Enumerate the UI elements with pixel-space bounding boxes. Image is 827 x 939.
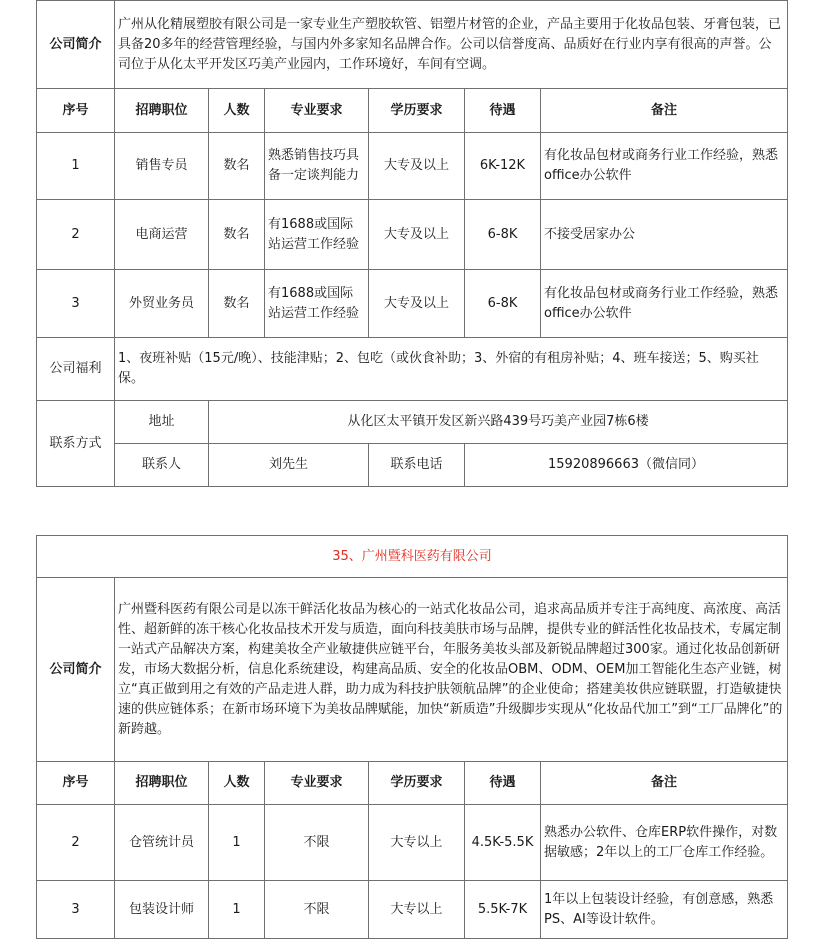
company-table-2 [36, 535, 788, 939]
header-pay: 待遇 [465, 89, 541, 133]
person-label: 联系人 [115, 444, 209, 487]
job-pay: 5.5K-7K [465, 881, 541, 939]
address-label: 地址 [115, 401, 209, 444]
address-value: 从化区太平镇开发区新兴路439号巧美产业园7栋6楼 [209, 401, 788, 444]
job-note: 不接受居家办公 [541, 200, 788, 270]
header-major: 专业要求 [265, 89, 369, 133]
job-major: 熟悉销售技巧具备一定谈判能力 [265, 133, 369, 200]
company-title-row [37, 536, 788, 578]
header-count: 人数 [209, 762, 265, 805]
header-no: 序号 [37, 89, 115, 133]
job-major: 有1688或国际站运营工作经验 [265, 200, 369, 270]
header-note: 备注 [541, 762, 788, 805]
job-count: 数名 [209, 133, 265, 200]
job-major: 不限 [265, 881, 369, 939]
intro-label: 公司简介 [37, 578, 115, 762]
benefits-text: 1、夜班补贴（15元/晚）、技能津贴；2、包吃（或伙食补助；3、外宿的有租房补贴；4、班车接送；5、购买社保。 [115, 338, 788, 401]
header-count: 人数 [209, 89, 265, 133]
job-education: 大专以上 [369, 805, 465, 881]
job-count: 1 [209, 881, 265, 939]
job-count: 1 [209, 805, 265, 881]
job-education: 大专及以上 [369, 270, 465, 338]
phone-value: 15920896663（微信同） [465, 444, 788, 487]
phone-label: 联系电话 [369, 444, 465, 487]
job-count: 数名 [209, 200, 265, 270]
header-major: 专业要求 [265, 762, 369, 805]
job-pay: 4.5K-5.5K [465, 805, 541, 881]
header-position: 招聘职位 [115, 762, 209, 805]
job-pay: 6K-12K [465, 133, 541, 200]
job-pay: 6-8K [465, 270, 541, 338]
job-education: 大专及以上 [369, 133, 465, 200]
header-no: 序号 [37, 762, 115, 805]
benefits-row [37, 338, 788, 401]
job-no: 2 [37, 200, 115, 270]
company-intro: 广州暨科医药有限公司是以冻干鲜活化妆品为核心的一站式化妆品公司，追求高品质并专注于高纯度、高浓度、高活性、超新鲜的冻干核心化妆品技术开发与质造，面向科技美肤市场与品牌，提供专业的鲜活性化妆品技术，专属定制一站式产品解决方案，构建美妆全产业敏捷供应链平台，年服务美妆头部及新锐品牌超过300家。通过化妆品创新研发，市场大数据分析，信息化系统建设，构建高品质、安全的化妆品OBM、ODM、OEM加工智能化生态产业链，树立“真正做到用之有效的产品走进人群，助力成为科技护肤领航品牌”的企业使命；搭建美妆供应链联盟，打造敏捷快速的供应链体系；在新市场环境下为美妆品牌赋能，加快“新质造”升级脚步实现从“化妆品代加工”到“工厂品牌化”的新跨越。 [115, 578, 788, 762]
job-major: 不限 [265, 805, 369, 881]
job-row [37, 805, 788, 881]
header-note: 备注 [541, 89, 788, 133]
job-note: 1年以上包装设计经验，有创意感，熟悉PS、AI等设计软件。 [541, 881, 788, 939]
job-position: 外贸业务员 [115, 270, 209, 338]
address-row [37, 401, 788, 444]
intro-row [37, 578, 788, 762]
job-position: 仓管统计员 [115, 805, 209, 881]
job-education: 大专以上 [369, 881, 465, 939]
job-note: 熟悉办公软件、仓库ERP软件操作，对数据敏感；2年以上的工厂仓库工作经验。 [541, 805, 788, 881]
job-no: 2 [37, 805, 115, 881]
contact-label: 联系方式 [37, 401, 115, 487]
job-no: 3 [37, 270, 115, 338]
header-education: 学历要求 [369, 89, 465, 133]
job-note: 有化妆品包材或商务行业工作经验，熟悉office办公软件 [541, 133, 788, 200]
job-row [37, 270, 788, 338]
contact-row [37, 444, 788, 487]
header-position: 招聘职位 [115, 89, 209, 133]
job-row [37, 133, 788, 200]
intro-row [37, 1, 788, 89]
job-no: 1 [37, 133, 115, 200]
benefits-label: 公司福利 [37, 338, 115, 401]
job-education: 大专及以上 [369, 200, 465, 270]
job-position: 销售专员 [115, 133, 209, 200]
job-pay: 6-8K [465, 200, 541, 270]
header-pay: 待遇 [465, 762, 541, 805]
job-row [37, 200, 788, 270]
company-title: 35、广州暨科医药有限公司 [37, 536, 788, 578]
job-row [37, 881, 788, 939]
job-position: 电商运营 [115, 200, 209, 270]
person-value: 刘先生 [209, 444, 369, 487]
header-education: 学历要求 [369, 762, 465, 805]
job-position: 包装设计师 [115, 881, 209, 939]
intro-label: 公司简介 [37, 1, 115, 89]
header-row [37, 89, 788, 133]
job-major: 有1688或国际站运营工作经验 [265, 270, 369, 338]
job-count: 数名 [209, 270, 265, 338]
company-table-1 [36, 0, 788, 487]
header-row [37, 762, 788, 805]
job-no: 3 [37, 881, 115, 939]
job-note: 有化妆品包材或商务行业工作经验，熟悉office办公软件 [541, 270, 788, 338]
company-intro: 广州从化精展塑胶有限公司是一家专业生产塑胶软管、铝塑片材管的企业，产品主要用于化妆品包装、牙膏包装，已具备20多年的经营管理经验，与国内外多家知名品牌合作。公司以信誉度高、品质好在行业内享有很高的声誉。公司位于从化太平开发区巧美产业园内，工作环境好，车间有空调。 [115, 1, 788, 89]
